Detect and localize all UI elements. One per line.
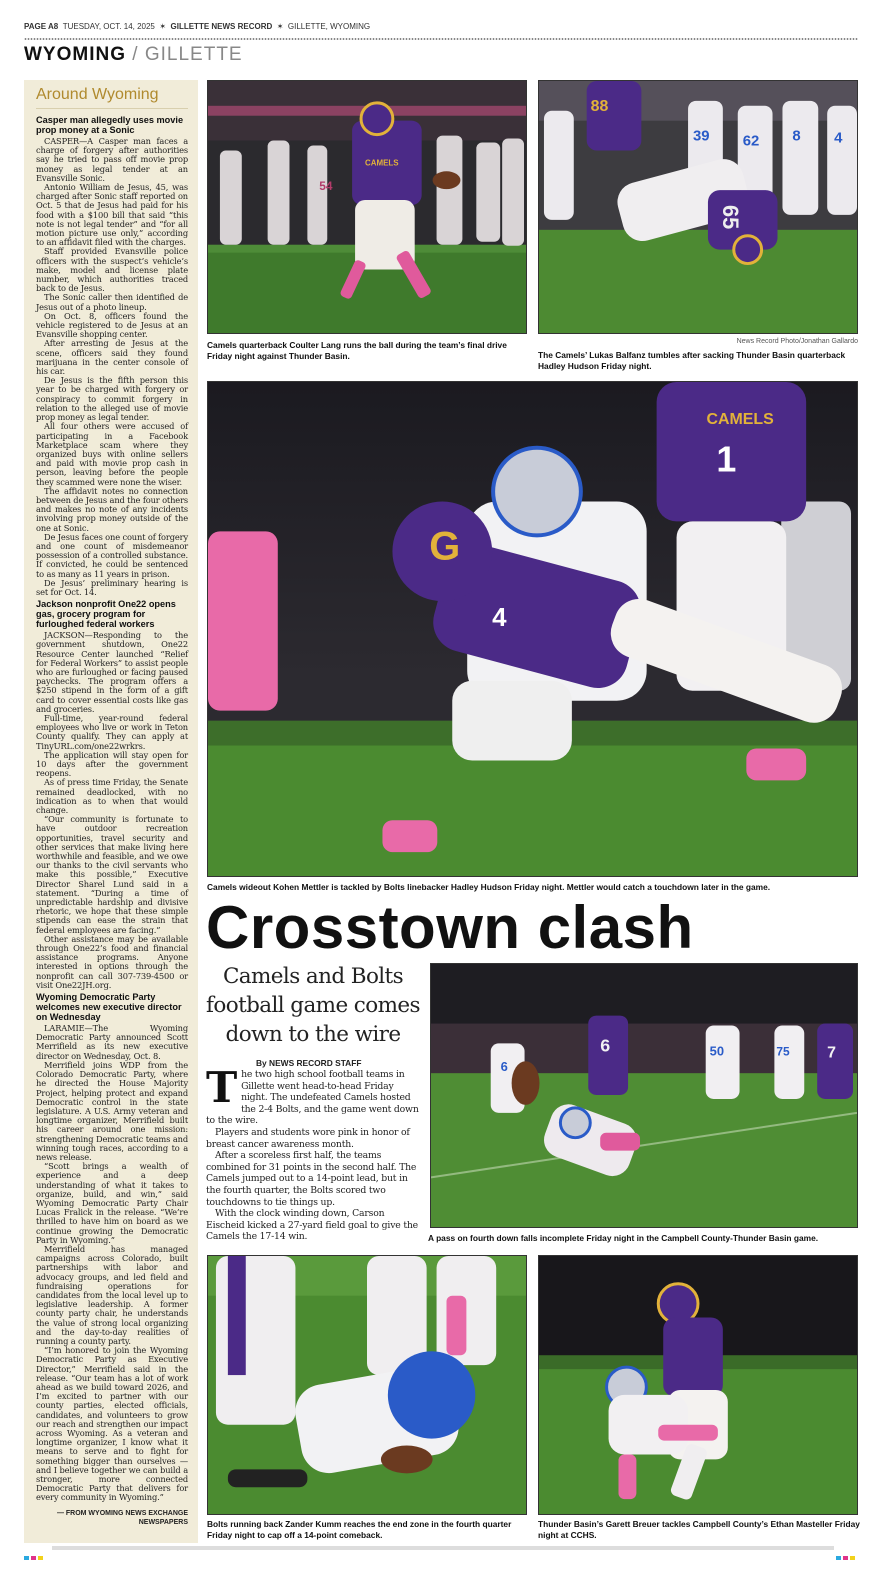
sidebar-story-paragraph: Antonio William de Jesus, 45, was charged after Sonic staff reported on Oct. 5 that de Jesus had paid for his food with a $100 bill that said “this note is not legal tender” and “for all motion picture use only,” according to an affidavit filed with the charges. (36, 182, 188, 248)
jersey-number-62: 62 (742, 133, 760, 150)
sidebar-story-paragraph: LARAMIE—The Wyoming Democratic Party announced Scott Merrifield as its new executive director on Wednesday, Oct. 8. (36, 1023, 188, 1061)
footer-color-dots (24, 1545, 48, 1550)
around-wyoming-sidebar (24, 80, 198, 1543)
jersey-number-4: 4 (834, 130, 843, 147)
jersey-number-39: 39 (693, 128, 710, 145)
page-number: PAGE A8 (24, 22, 59, 31)
jersey-number-65: 65 (717, 205, 743, 230)
sidebar-story-paragraph: The application will stay open for 10 days after the government reopens. (36, 749, 188, 779)
jersey-number-88: 88 (590, 97, 609, 115)
caption-photo-4: A pass on fourth down falls incomplete Friday night in the Campbell County-Thunder Basin game. (428, 1233, 819, 1243)
sidebar-story-paragraph: “I’m honored to join the Wyoming Democratic Party as Executive Director,” Merrifield said in the release. “Our team has a lot of work ahead as we build toward 2026, and I’m excited to partner with our county parties, elected officials, candidates, and volunteers to grow our reach and strengthen our impact across Wyoming. As a veteran and longtime organizer, I know what it means to serve and to fight for something bigger than ourselves — and I believe together we can build a stronger, more connected Democratic Party that delivers for every community in Wyoming.” (36, 1345, 188, 1503)
jersey-number-54: 54 (319, 179, 333, 194)
caption-photo-3: Camels wideout Kohen Mettler is tackled by Bolts linebacker Hadley Hudson Friday night. Mettler would catch a touchdown later in the game. (207, 882, 771, 892)
jersey-number-4-main: 4 (492, 604, 507, 633)
sidebar-story-paragraph: “Our community is fortunate to have outdoor recreation opportunities, travel security and other services that make living here worthwhile and feasible, and we owe our thanks to the civil servants who make this possible,” Executive Director Sharel Lund said in a statement. “During a time of unpredictable hardship and divisive rhetoric, we hope that these simple stipends can ease the strain that federal employees are facing.” (36, 814, 188, 935)
section-separator: / (132, 44, 139, 65)
story-paragraphs (206, 1127, 420, 1243)
sidebar-stories (36, 115, 188, 1503)
caption-photo-6: Thunder Basin’s Garett Breuer tackles Campbell County’s Ethan Masteller Friday night at CCHS. (538, 1519, 860, 1540)
sidebar-story-paragraph: The Sonic caller then identified de Jesus out of a photo lineup. (36, 292, 188, 312)
sidebar-story-paragraph: As of press time Friday, the Senate remained deadlocked, with no indication as to when that would change. (36, 777, 188, 816)
jersey-number-8: 8 (792, 128, 801, 145)
photo-sack-tumble (538, 80, 858, 334)
sidebar-story-paragraph: Other assistance may be available through One22’s food and financial assistance programs. Anyone interested in options through the nonprofit can call 307-739-4500 or visit One22JH.org. (36, 933, 188, 990)
photo-credit: News Record Photo/Jonathan Gallardo (736, 338, 858, 345)
drop-cap: T (206, 1063, 238, 1112)
star-icon: ✶ (159, 22, 167, 31)
paper-name: GILLETTE NEWS RECORD (170, 22, 273, 31)
photo-sack-tumble-image (539, 81, 857, 333)
sidebar-story-paragraph: De Jesus faces one count of forgery and one count of misdemeanor possession of a controlled substance. If convicted, he could be sentenced to as many as 11 years in prison. (36, 531, 188, 579)
section-main: WYOMING (24, 44, 126, 65)
sidebar-story-paragraph: De Jesus is the fifth person this year to be charged with forgery or conspiracy to commit forgery in relation to the alleged use of movie prop money as legal tender. (36, 375, 188, 423)
photo-quarterback-run-image (208, 81, 526, 333)
story-paragraph: After a scoreless first half, the teams combined for 31 points in the second half. The Camels jumped out to a 14-point lead, but in the fourth quarter, the Bolts scored two touchdowns to tie things up. (206, 1150, 417, 1208)
sidebar-story-paragraph: Full-time, year-round federal employees who live or work in Teton County qualify. They can apply at TinyURL.com/one22wrkrs. (36, 712, 188, 751)
jersey-number-50: 50 (709, 1043, 725, 1059)
jersey-number-7: 7 (827, 1044, 836, 1062)
caption-photo-2: The Camels’ Lukas Balfanz tumbles after sacking Thunder Basin quarterback Hadley Hudson Friday night. (538, 350, 846, 371)
sidebar-story-paragraph: De Jesus’ preliminary hearing is set for Oct. 14. (36, 577, 188, 597)
story-byline: By NEWS RECORD STAFF (256, 1058, 362, 1068)
masthead (24, 22, 864, 35)
section-header (24, 44, 243, 66)
photo-breuer-tackle (538, 1255, 858, 1515)
sidebar-story-paragraph: “Scott brings a wealth of experience and a deep understanding of what it takes to organize, build, and win,” said Wyoming Democratic Party Chair Lucas Fralick in the release. “We’re thrilled to have him on board as we continue growing the Democratic Party in Wyoming.” (36, 1161, 188, 1245)
paper-location: GILLETTE, WYOMING (287, 22, 371, 31)
sidebar-title: Around Wyoming (36, 86, 188, 109)
sidebar-story-headline: Casper man allegedly uses movie prop money at a Sonic (36, 115, 184, 135)
footer-rule (52, 1546, 834, 1550)
sidebar-story-paragraph: On Oct. 8, officers found the vehicle registered to de Jesus at an Evansville shopping center. (36, 310, 188, 340)
sidebar-story-headline: Wyoming Democratic Party welcomes new executive director on Wednesday (36, 992, 182, 1023)
jersey-wordmark: CAMELS (365, 158, 399, 168)
sidebar-story-paragraph: After arresting de Jesus at the scene, officers said they found marijuana in the center console of his car. (36, 338, 188, 377)
photo-incomplete-pass (430, 963, 858, 1228)
sidebar-story-headline: Jackson nonprofit One22 opens gas, grocery program for furloughed federal workers (36, 599, 176, 630)
sidebar-story-paragraph: CASPER—A Casper man faces a charge of forgery after authorities say he tried to pass off movie prop money as legal tender at an Evansville Sonic. (36, 136, 188, 183)
caption-photo-1: Camels quarterback Coulter Lang runs the ball during the team’s final drive Friday night against Thunder Basin. (207, 340, 507, 361)
story-deck: Camels and Bolts football game comes down to the wire (206, 964, 420, 1047)
sidebar-story-paragraph: The affidavit notes no connection between de Jesus and the four others and makes no note of any incidents involving prop money outside of the one at Sonic. (36, 485, 188, 533)
story-paragraph: With the clock winding down, Carson Eischeid kicked a 27-yard field goal to give the Camels the 17-14 win. (206, 1208, 418, 1243)
photo-breuer-tackle-image (539, 1256, 857, 1514)
photo-end-zone-image (208, 1256, 526, 1514)
sidebar-credit: — FROM WYOMING NEWS EXCHANGE NEWSPAPERS (56, 1509, 188, 1526)
helmet-letter: G (429, 524, 461, 569)
sidebar-story-paragraph: Merrifield has managed campaigns across Colorado, built partnerships with labor and advocacy groups, and led field and fundraising operations for candidates from the local level up to legislative leadership. A former county party chair, he understands the value of strong local organizing and the day-to-day realities of running a county party. (36, 1243, 188, 1346)
caption-photo-5: Bolts running back Zander Kumm reaches the end zone in the fourth quarter Friday night to cap off a 14-point comeback. (207, 1519, 512, 1540)
section-sub: GILLETTE (144, 44, 243, 65)
photo-end-zone (207, 1255, 527, 1515)
dotted-rule (24, 37, 858, 41)
sidebar-story-paragraph: Staff provided Evansville police officers with the suspect’s vehicle’s make, model and license plate number, which authorities traced back to de Jesus. (36, 246, 188, 294)
story-first-text: he two high school football teams in Gillette went head-to-head Friday night. The undefeated Camels hosted the 2-4 Bolts, and the game went down to the wire. (206, 1069, 419, 1127)
photo-incomplete-pass-image (431, 964, 857, 1227)
photo-tackle-main-image (208, 382, 857, 876)
issue-date: TUESDAY, OCT. 14, 2025 (62, 22, 155, 31)
jersey-number-75: 75 (776, 1044, 790, 1059)
footer-color-dots-right (836, 1545, 860, 1550)
jersey-number-6-bolts: 6 (500, 1059, 508, 1075)
sidebar-story-paragraph: All four others were accused of participating in a Facebook Marketplace scam where they organized buys with online sellers and paid with movie prop cash in person, leaving before the people they scammed were none the wiser. (36, 421, 188, 487)
story-paragraph: Players and students wore pink in honor of breast cancer awareness month. (206, 1126, 410, 1150)
photo-tackle-main (207, 381, 858, 877)
photo-quarterback-run (207, 80, 527, 334)
story-headline: Crosstown clash (206, 894, 694, 961)
star-icon: ✶ (276, 22, 284, 31)
jersey-number-1: 1 (716, 439, 737, 480)
jersey-number-6-camels: 6 (600, 1035, 611, 1056)
jersey-wordmark-main: CAMELS (706, 410, 774, 428)
sidebar-story-paragraph: JACKSON—Responding to the government shutdown, One22 Resource Center launched “Relief for Federal Workers” to assist people who are furloughed or facing paused paychecks. The program offers a $250 stipend in the form of a gift card to cover essential costs like gas and groceries. (36, 630, 188, 714)
sidebar-story-paragraph: Merrifield joins WDP from the Colorado Democratic Party, where he directed the House Majority Project, helping protect and expand Democratic control in the state legislature. A U.S. Army veteran and longtime organizer, Merrifield built his career around one mission: strengthening Democratic teams and winning tough races, according to a news release. (36, 1059, 188, 1162)
